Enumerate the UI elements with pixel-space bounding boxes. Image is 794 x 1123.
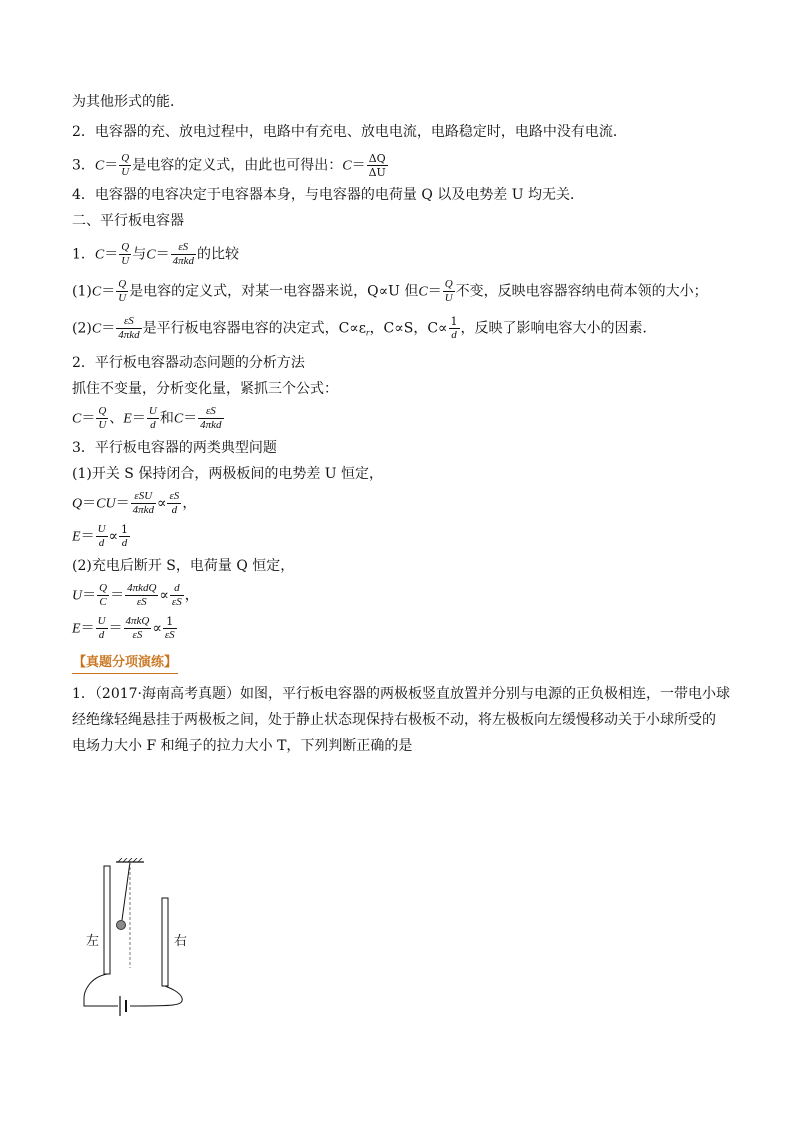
denominator: d	[171, 503, 178, 516]
symbol: ∝	[156, 495, 167, 511]
paragraph-text: 2．电容器的充、放电过程中，电路中有充电、放电电流，电路稳定时，电路中没有电流．	[72, 124, 627, 140]
symbol: ＝	[108, 620, 123, 636]
item-number: (1)	[72, 283, 92, 300]
denominator: εS	[136, 595, 147, 608]
symbol: C	[91, 321, 102, 337]
numerator: 4πkQ	[125, 614, 150, 627]
formula-line	[72, 582, 722, 609]
fraction	[147, 405, 159, 432]
numerator: U	[148, 404, 157, 417]
numerator: 1	[121, 522, 128, 536]
fraction	[443, 278, 455, 305]
denominator: d	[98, 628, 105, 641]
paragraph-text: (1)开关 S 保持闭合，两极板间的电势差 U 恒定，	[72, 465, 384, 482]
formula-line	[72, 490, 722, 517]
fraction	[131, 490, 156, 517]
paragraph-text: 抓住不变量，分析变化量，紧抓三个公式：	[72, 380, 338, 397]
question-line	[72, 736, 722, 756]
denominator: 4πkd	[118, 329, 140, 341]
numerator: 1	[163, 615, 177, 629]
string-line	[122, 862, 130, 920]
question-text: 1．（2017·海南高考真题）如图，平行板电容器的两极板竖直放置并分别与电源的正负极相连，一带电小球	[72, 685, 730, 702]
denominator: ΔU	[368, 166, 386, 179]
paragraph-text: 是电容的定义式，由此也可得出：	[132, 157, 343, 174]
denominator: U	[98, 418, 107, 431]
document-page	[72, 92, 730, 756]
charged-ball	[117, 921, 126, 930]
symbol: ＝	[81, 410, 96, 426]
question-line	[72, 684, 730, 704]
symbol: Q	[72, 496, 83, 511]
symbol: C	[94, 247, 105, 263]
fraction	[116, 315, 141, 342]
formula-line	[72, 152, 722, 179]
wire-right	[130, 986, 182, 1006]
text-line	[72, 122, 722, 142]
paragraph-text: 4．电容器的电容决定于电容器本身，与电容器的电荷量 Q 以及电势差 U 均无关．	[72, 187, 584, 203]
symbol: 、	[109, 410, 124, 426]
item-number: 3．	[72, 157, 95, 174]
fraction	[367, 152, 388, 179]
fraction	[119, 523, 130, 550]
left-plate	[104, 866, 110, 974]
symbol: C	[91, 284, 102, 300]
text-line	[72, 353, 722, 373]
formula-line	[72, 278, 722, 305]
item-number: 1．	[72, 246, 95, 263]
symbol: E	[123, 411, 132, 426]
symbol: ∝	[159, 587, 169, 603]
question-text: 电场力大小 F 和绳子的拉力大小 T，下列判断正确的是	[72, 737, 413, 754]
fraction	[125, 582, 158, 609]
text-line	[72, 92, 722, 112]
paragraph-text: 不变，反映电容器容纳电荷本领的大小；	[455, 283, 708, 300]
question-line	[72, 710, 722, 730]
denominator: 4πkd	[200, 418, 222, 431]
numerator: Q	[121, 152, 130, 164]
right-label: 右	[174, 934, 188, 949]
denominator: U	[121, 255, 130, 267]
fraction	[170, 582, 184, 609]
symbol: C	[173, 411, 184, 426]
numerator: d	[170, 582, 184, 596]
numerator: Q	[98, 404, 107, 417]
numerator: εS	[116, 315, 141, 329]
denominator: C	[99, 595, 107, 608]
paragraph-text: (2)充电后断开 S，电荷量 Q 恒定，	[72, 557, 295, 574]
item-number: (2)	[72, 320, 92, 337]
left-label: 左	[86, 934, 100, 949]
fraction	[124, 615, 152, 642]
symbol: ＝	[101, 283, 116, 300]
denominator: 4πkd	[172, 255, 194, 267]
formula-line	[72, 241, 722, 268]
numerator: εS	[198, 405, 223, 419]
section-tag: 【真题分项演练】	[72, 653, 178, 674]
denominator: 4πkd	[132, 503, 154, 516]
section-tag-line	[72, 652, 722, 674]
fraction	[449, 315, 460, 342]
fraction	[119, 152, 131, 179]
symbol: ＝	[104, 157, 119, 174]
numerator: Q	[444, 278, 453, 290]
symbol: C	[418, 284, 428, 300]
symbol: ＝	[80, 528, 95, 544]
symbol: C	[72, 411, 82, 426]
question-text: 经绝缘轻绳悬挂于两极板之间，处于静止状态现保持右极板不动，将左极板向左缓慢移动关于小球所受的	[72, 711, 716, 728]
denominator: εS	[171, 595, 182, 608]
numerator: U	[97, 614, 106, 627]
right-plate	[162, 898, 168, 986]
symbol: ＝	[80, 620, 95, 636]
heading-text: 二、平行板电容器	[72, 213, 184, 229]
numerator: 4πkdQ	[127, 581, 157, 594]
symbol: C	[342, 158, 352, 174]
formula-line	[72, 615, 722, 642]
denominator: U	[118, 292, 127, 304]
numerator: Q	[121, 241, 130, 253]
fraction	[163, 615, 177, 642]
symbol: E	[72, 529, 81, 544]
text-line	[72, 185, 722, 205]
numerator: εS	[169, 489, 180, 502]
fraction	[97, 582, 109, 609]
text-line	[72, 464, 722, 484]
denominator: εS	[132, 628, 143, 641]
symbol: CU	[96, 496, 116, 511]
symbol: ∝	[152, 620, 162, 636]
capacitor-figure	[78, 858, 198, 1028]
symbol: U	[72, 588, 83, 603]
fraction	[171, 241, 196, 268]
paragraph-text: 与	[132, 246, 147, 263]
numerator: ΔQ	[367, 152, 388, 166]
paragraph-text: ，反映了影响电容大小的因素．	[460, 320, 657, 337]
paragraph-text: 是平行板电容器电容的决定式，C∝ε	[142, 320, 367, 337]
formula-line	[72, 405, 722, 432]
fraction	[167, 490, 181, 517]
fraction	[96, 405, 108, 432]
numerator: 1	[450, 315, 458, 328]
symbol: C	[146, 247, 156, 263]
symbol: C	[94, 158, 105, 174]
symbol: ＝	[183, 410, 198, 426]
denominator: d	[98, 536, 105, 549]
paragraph-text: 3．平行板电容器的两类典型问题	[72, 439, 277, 456]
symbol: E	[72, 621, 81, 636]
fraction	[96, 615, 108, 642]
numerator: εSU	[131, 490, 156, 504]
denominator: U	[444, 292, 453, 304]
symbol: ∝	[108, 528, 118, 544]
section-heading	[72, 211, 722, 231]
symbol: ，	[184, 587, 199, 603]
fraction	[116, 278, 128, 305]
denominator: U	[121, 166, 130, 178]
paragraph-text: 为其他形式的能．	[72, 94, 184, 110]
denominator: d	[451, 329, 457, 341]
paragraph-text: 的比较	[196, 246, 239, 263]
text-line	[72, 556, 722, 576]
paragraph-text: 2．平行板电容器动态问题的分析方法	[72, 354, 305, 371]
paragraph-text: ，C∝S，C∝	[369, 320, 448, 337]
symbol: ＝	[110, 587, 125, 603]
denominator: d	[150, 418, 156, 431]
fraction	[119, 241, 131, 268]
symbol: ＝	[351, 157, 366, 174]
formula-line	[72, 523, 722, 550]
symbol: ，	[182, 495, 197, 511]
symbol: ＝	[101, 320, 116, 337]
text-line	[72, 379, 722, 399]
subscript: r	[366, 327, 370, 338]
fraction	[198, 405, 223, 432]
paragraph-text: 是电容的定义式，对某一电容器来说，Q∝U 但	[129, 283, 419, 300]
symbol: ＝	[131, 410, 146, 426]
symbol: ＝	[104, 246, 119, 263]
symbol: ＝	[427, 283, 442, 300]
formula-line	[72, 315, 722, 343]
symbol: ＝	[82, 495, 97, 511]
symbol: ＝	[155, 246, 170, 263]
text-line	[72, 438, 722, 458]
symbol: 和	[159, 410, 174, 426]
fraction	[96, 523, 108, 550]
numerator: Q	[99, 581, 108, 594]
wire-left	[84, 974, 118, 1006]
denominator: εS	[164, 628, 175, 641]
numerator: U	[97, 522, 106, 535]
symbol: ＝	[82, 587, 97, 603]
numerator: Q	[118, 278, 127, 290]
denominator: d	[121, 536, 128, 549]
numerator: εS	[171, 241, 196, 255]
symbol: ＝	[115, 495, 130, 511]
